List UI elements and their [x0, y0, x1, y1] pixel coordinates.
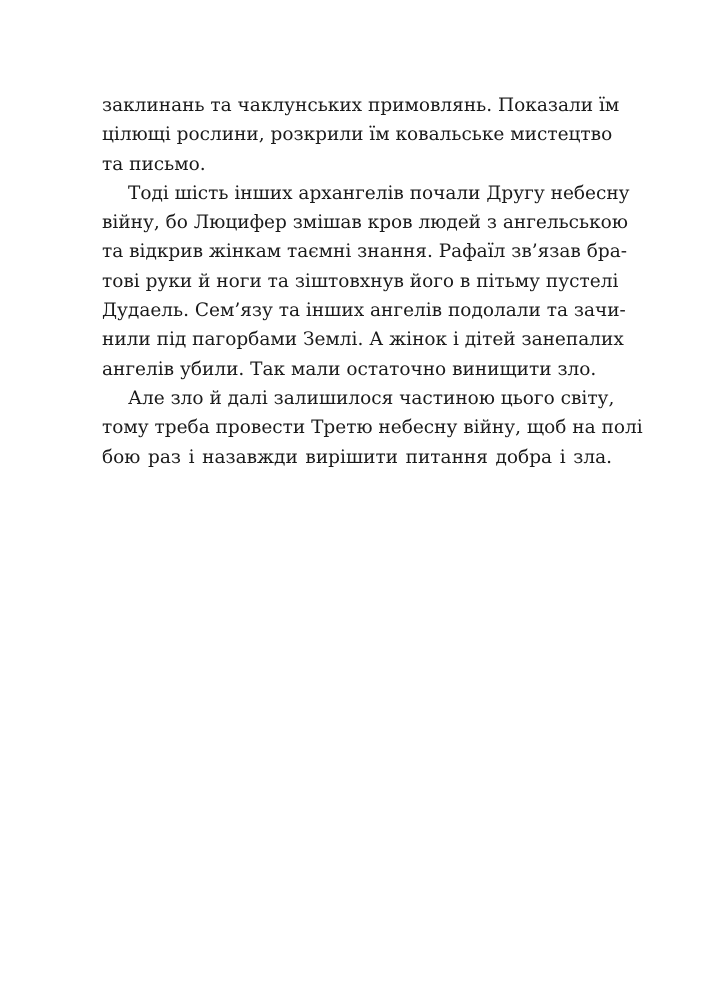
text-line: та письмо. [102, 153, 206, 175]
text-line: заклинань та чаклунських примовлянь. Показали їм [102, 95, 620, 116]
text-line: нили під пагорбами Землі. А жінок і дітей занепалих [102, 329, 624, 351]
body-text [102, 91, 643, 472]
text-line: Тоді шість інших архангелів почали Другу небесну [128, 182, 630, 204]
text-line: та відкрив жінкам таємні знання. Рафаїл зв’язав бра- [102, 241, 627, 263]
text-line: Дудаель. Сем’язу та інших ангелів подолали та зачи- [102, 300, 626, 322]
text-line: бою раз і назавжди вирішити питання добра і зла. [102, 446, 612, 468]
text-line: тові руки й ноги та зіштовхнув його в пітьму пустелі [102, 270, 619, 292]
text-line: тому треба провести Третю небесну війну, щоб на полі [102, 417, 643, 439]
text-line: Але зло й далі залишилося частиною цього світу, [128, 387, 615, 409]
text-line: війну, бо Люцифер змішав кров людей з ангельською [102, 212, 628, 234]
text-line: цілющі рослини, розкрили їм ковальське мистецтво [102, 124, 613, 146]
text-line: ангелів убили. Так мали остаточно винищити зло. [102, 358, 597, 380]
